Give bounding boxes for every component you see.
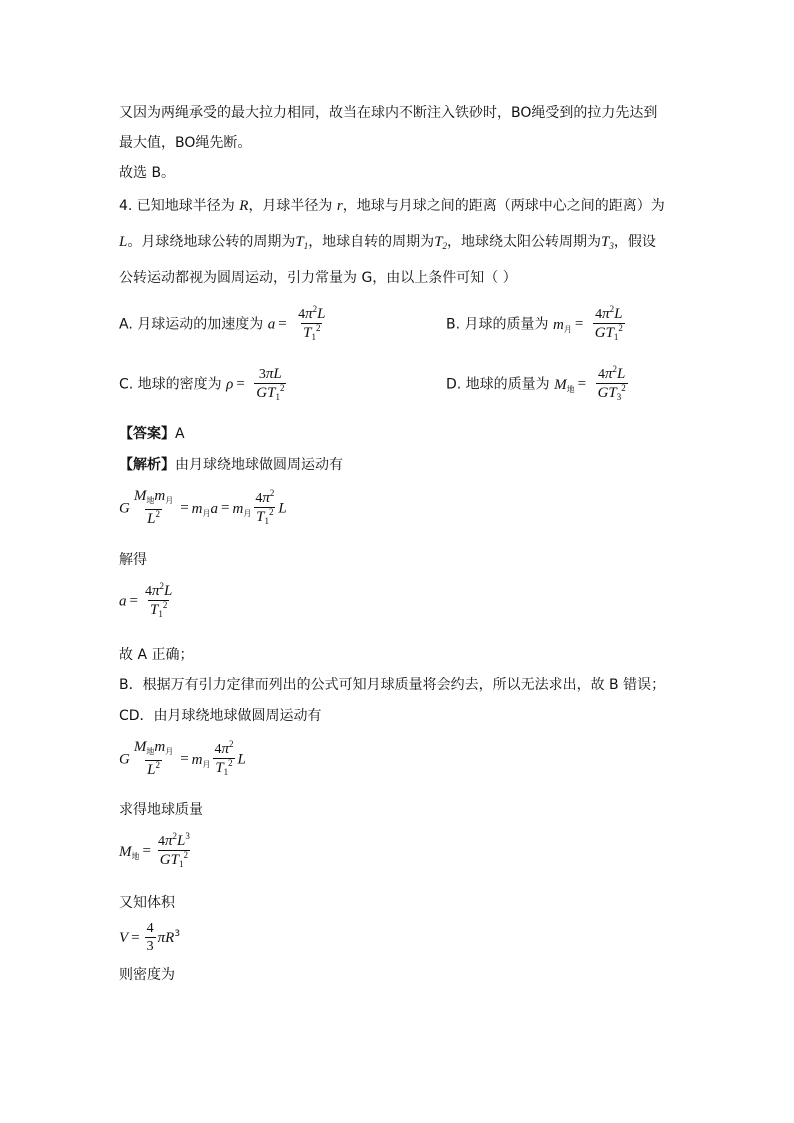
answer-line: 【答案】A <box>119 426 185 442</box>
option-a[interactable]: A. 月球运动的加速度为 a = $\frac{4\pi^2L}{T_1^2}$ <box>119 304 326 342</box>
step-density: 则密度为 <box>119 967 175 983</box>
step-cd-analysis: CD．由月球绕地球做圆周运动有 <box>119 708 322 724</box>
question-line-2: L。月球绕地球公转的周期为$T_1$，地球自转的周期为$T_2$，地球绕太阳公转周期为$T_3$，假设 <box>119 234 656 251</box>
symbol-T1: $T_1$ <box>295 234 309 251</box>
step-earth-mass: 求得地球质量 <box>119 802 203 818</box>
equation-5: V = $\frac{4}{3}$ $\pi R^3$ <box>119 921 181 954</box>
option-d[interactable]: D. 地球的质量为 $M_地$ = $\frac{4\pi^2L}{GT_3^2}$ <box>446 364 626 402</box>
equation-3: G $\frac{M_地m_月}{L^2}$ = $m_月$ $\frac{4\pi^2}{T_1^2}$ L <box>119 739 246 778</box>
paragraph-line-2: 最大值，BO绳先断。 <box>119 135 252 151</box>
step-a-correct: 故 A 正确； <box>119 647 194 663</box>
equation-2: a = $\frac{4\pi^2L}{T_1^2}$ <box>119 581 173 619</box>
conclusion-line: 故选 B。 <box>119 165 176 181</box>
equation-4: $M_地$ = $\frac{4\pi^2L^3}{GT_1^2}$ <box>119 831 190 869</box>
formula-fraction: $\frac{3\pi L}{GT_1^2}$ <box>256 366 285 402</box>
formula-fraction: $\frac{4\pi^2L}{GT_3^2}$ <box>597 364 626 402</box>
symbol-T2: $T_2$ <box>434 234 448 251</box>
formula-fraction: $\frac{4\pi^2L}{GT_1^2}$ <box>594 304 623 342</box>
formula-fraction: $\frac{4\pi^2L}{T_1^2}$ <box>298 304 326 342</box>
step-solve: 解得 <box>119 552 147 568</box>
paragraph-line-1: 又因为两绳承受的最大拉力相同，故当在球内不断注入铁砂时，BO绳受到的拉力先达到 <box>119 105 658 121</box>
option-c[interactable]: C. 地球的密度为 ρ = $\frac{3\pi L}{GT_1^2}$ <box>119 366 285 402</box>
analysis-line: 【解析】由月球绕地球做圆周运动有 <box>119 457 343 473</box>
question-line-3: 公转运动都视为圆周运动，引力常量为 G，由以上条件可知（ ） <box>119 270 517 286</box>
option-b[interactable]: B. 月球的质量为 $m_月$ = $\frac{4\pi^2L}{GT_1^2}$ <box>446 304 623 342</box>
question-line-1: 4. 已知地球半径为 R，月球半径为 r，地球与月球之间的距离（两球中心之间的距离）为 <box>119 198 665 214</box>
step-b-analysis: B．根据万有引力定律而列出的公式可知月球质量将会约去，所以无法求出，故 B 错误； <box>119 677 666 693</box>
step-volume: 又知体积 <box>119 895 175 911</box>
equation-1: G $\frac{M_地m_月}{L^2}$ = $m_月a = m_月$ $\frac{4\pi^2}{T_1^2}$ L <box>119 488 287 527</box>
symbol-T3: $T_3$ <box>601 234 614 251</box>
